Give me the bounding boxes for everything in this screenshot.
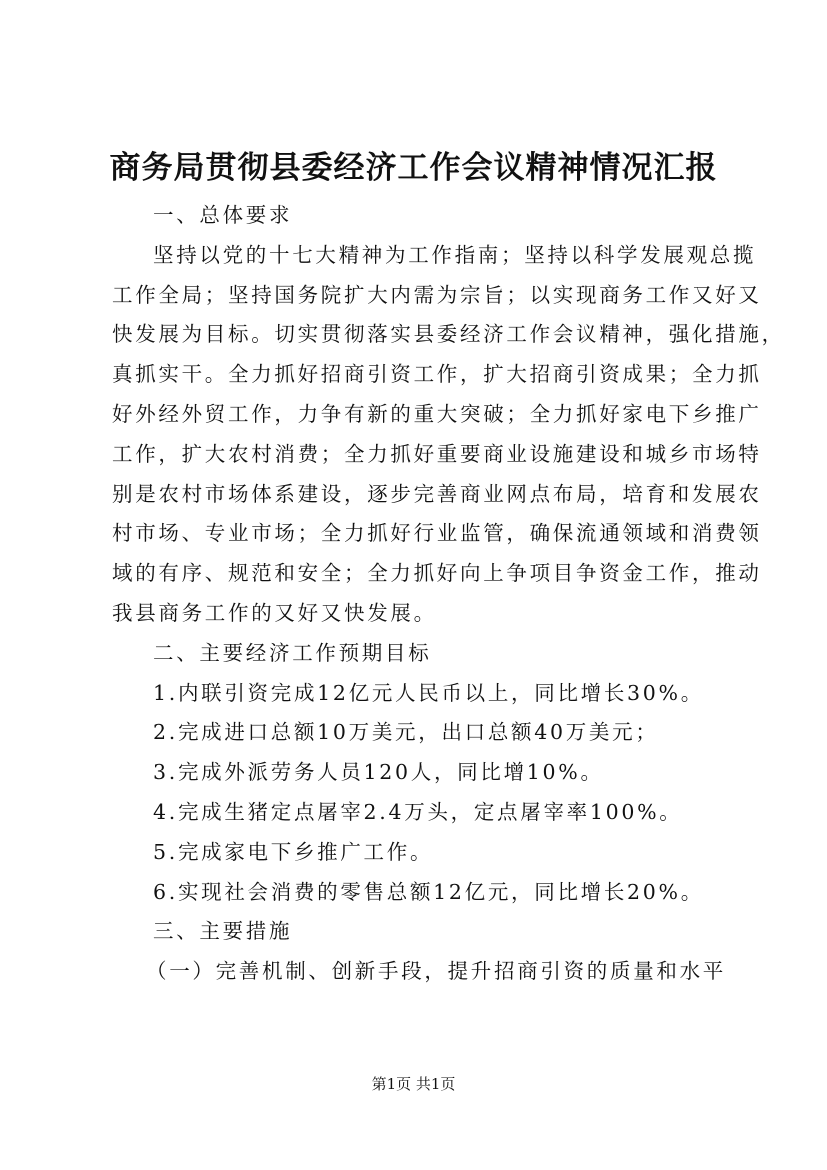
page-footer: 第1页 共1页 xyxy=(371,1075,456,1093)
paragraph-line: 别是农村市场体系建设，逐步完善商业网点布局，培育和发展农 xyxy=(112,481,762,506)
section-heading-measures: 三、主要措施 xyxy=(153,919,293,944)
target-item: 3.完成外派劳务人员120人，同比增10%。 xyxy=(153,760,604,785)
paragraph-line: 我县商务工作的又好又快发展。 xyxy=(112,600,437,625)
target-item: 5.完成家电下乡推广工作。 xyxy=(153,839,434,864)
paragraph-line: 村市场、专业市场；全力抓好行业监管，确保流通领域和消费领 xyxy=(112,521,762,546)
target-item: 2.完成进口总额10万美元，出口总额40万美元； xyxy=(153,720,659,745)
document-title: 商务局贯彻县委经济工作会议精神情况汇报 xyxy=(109,150,718,186)
paragraph-line: 域的有序、规范和安全；全力抓好向上争项目争资金工作，推动 xyxy=(112,561,762,586)
paragraph-line: 快发展为目标。切实贯彻落实县委经济工作会议精神，强化措施， xyxy=(112,322,785,347)
paragraph-line: 工作，扩大农村消费；全力抓好重要商业设施建设和城乡市场特 xyxy=(112,441,762,466)
paragraph-line: 工作全局；坚持国务院扩大内需为宗旨；以实现商务工作又好又 xyxy=(112,282,762,307)
target-item: 4.完成生猪定点屠宰2.4万头，定点屠宰率100%。 xyxy=(153,799,683,824)
document-body xyxy=(112,196,785,992)
target-item: 6.实现社会消费的零售总额12亿元，同比增长20%。 xyxy=(153,879,704,904)
target-item: 1.内联引资完成12亿元人民币以上，同比增长30%。 xyxy=(153,680,704,705)
paragraph-line: 真抓实干。全力抓好招商引资工作，扩大招商引资成果；全力抓 xyxy=(112,362,762,387)
paragraph-line: 坚持以党的十七大精神为工作指南；坚持以科学发展观总揽 xyxy=(153,242,757,267)
section-heading-overall: 一、总体要求 xyxy=(153,203,293,227)
section-heading-targets: 二、主要经济工作预期目标 xyxy=(153,640,432,665)
paragraph-line: 好外经外贸工作，力争有新的重大突破；全力抓好家电下乡推广 xyxy=(112,401,762,426)
subsection-heading: （一）完善机制、创新手段，提升招商引资的质量和水平 xyxy=(146,959,726,984)
